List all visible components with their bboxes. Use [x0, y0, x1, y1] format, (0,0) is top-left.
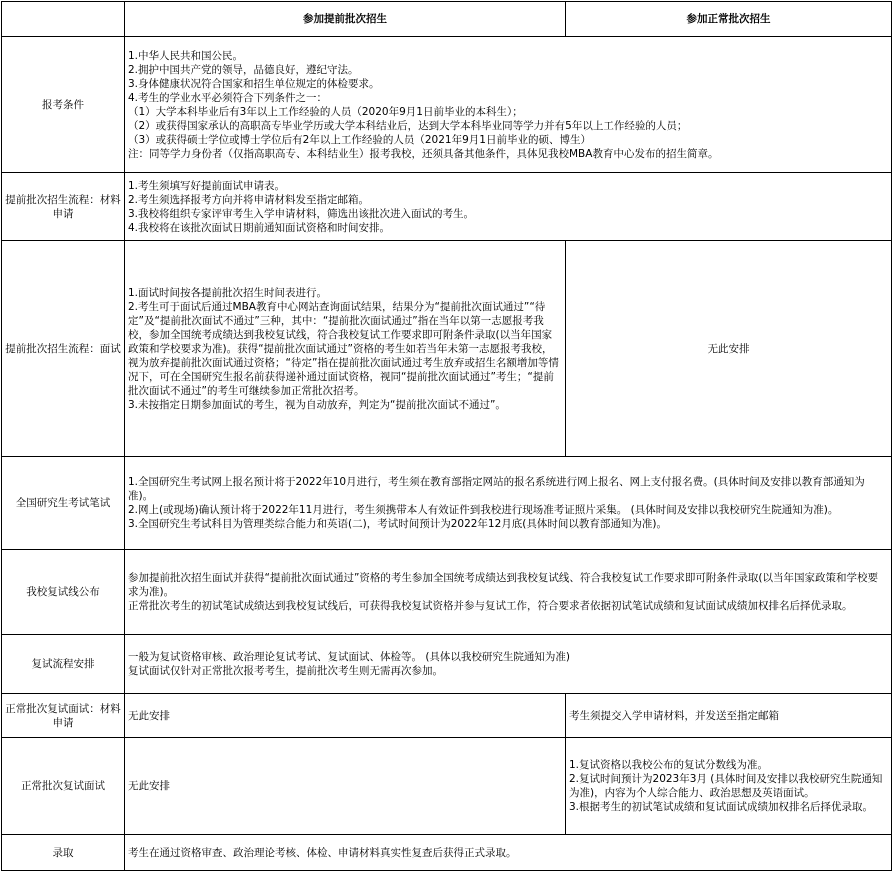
- national-exam-label: 全国研究生考试笔试: [2, 457, 125, 550]
- early-interview-label: 提前批次招生流程：面试: [2, 241, 125, 457]
- eligibility-line: （3）或获得硕士学位或博士学位后有2年以上工作经验的人员（2021年9月1日前毕业的硕、博生）: [128, 133, 591, 146]
- early-interview-line: 2.考生可于面试后通过MBA教育中心网站查询面试结果，结果分为“提前批次面试通过”“待定”及“提前批次面试不通过”三种，其中：“提前批次面试通过”指在当年以第一志愿报考我校，参加全国统考成绩达到我校复试线，符合我校复试工作要求即可附条件录取(以当年国家政策和学校要求为准)。获得“提前批次面试通过”资格的考生如若当年未第一志愿报考我校，视为放弃提前批次面试通过资格；“待定”指在提前批次面试通过考生放弃或招生名额增加等情况下，可在全国研究生报名前获得递补通过面试资格，视同“提前批次面试通过”考生；“提前批次面试不通过”的考生可继续参加正常批次招考。: [128, 300, 559, 397]
- early-materials-line: 4.我校将在该批次面试日期前通知面试资格和时间安排。: [128, 221, 391, 234]
- header-row: [2, 2, 892, 37]
- eligibility-line: （1）大学本科毕业后有3年以上工作经验的人员（2020年9月1日前毕业的本科生）；: [128, 105, 523, 118]
- header-early-batch: 参加提前批次招生: [125, 2, 566, 37]
- row-admission: [2, 835, 892, 871]
- retest-process-content: [125, 635, 892, 694]
- early-interview-line: 3.未按指定日期参加面试的考生，视为自动放弃，判定为“提前批次面试不通过”。: [128, 398, 506, 411]
- row-regular-materials: [2, 694, 892, 738]
- regular-materials-early: 无此安排: [125, 694, 566, 738]
- retest-process-line: 复试面试仅针对正常批次报考考生，提前批次考生则无需再次参加。: [128, 665, 443, 677]
- admission-process-table: [1, 1, 892, 871]
- early-materials-label: 提前批次招生流程：材料申请: [2, 173, 125, 241]
- row-eligibility: [2, 37, 892, 173]
- regular-interview-label: 正常批次复试面试: [2, 738, 125, 835]
- eligibility-line: 2.拥护中国共产党的领导，品德良好，遵纪守法。: [128, 63, 359, 76]
- early-materials-line: 3.我校将组织专家评审考生入学申请材料，筛选出该批次进入面试的考生。: [128, 207, 475, 220]
- early-interview-content: [125, 241, 566, 457]
- row-retest-process: [2, 635, 892, 694]
- row-regular-interview: [2, 738, 892, 835]
- retest-line-line: 参加提前批次招生面试并获得“提前批次面试通过”资格的考生参加全国统考成绩达到我校复试线、符合我校复试工作要求即可附条件录取(以当年国家政策和学校要求为准)。: [128, 572, 878, 598]
- header-corner-cell: [2, 2, 125, 37]
- national-exam-line: 1.全国研究生考试网上报名预计将于2022年10月进行，考生须在教育部指定网站的报名系统进行网上报名、网上支付报名费。(具体时间及安排以教育部通知为准)。: [128, 476, 865, 502]
- retest-line-line: 正常批次考生的初试笔试成绩达到我校复试线后，可获得我校复试资格并参与复试工作，符合要求者依据初试笔试成绩和复试面试成绩加权排名后择优录取。: [128, 600, 853, 612]
- eligibility-content: [125, 37, 892, 173]
- eligibility-line: 注：同等学力身份者（仅指高职高专、本科结业生）报考我校，还须具备其他条件，具体见我校MBA教育中心发布的招生简章。: [128, 147, 719, 160]
- regular-materials-label: 正常批次复试面试：材料申请: [2, 694, 125, 738]
- retest-process-line: 一般为复试资格审核、政治理论复试考试、复试面试、体检等。 (具体以我校研究生院通知为准): [128, 651, 571, 663]
- early-interview-regular: 无此安排: [566, 241, 892, 457]
- early-interview-line: 1.面试时间按各提前批次招生时间表进行。: [128, 286, 328, 299]
- national-exam-content: [125, 457, 892, 550]
- regular-interview-regular: [566, 738, 892, 835]
- regular-interview-line: 3.根据考生的初试笔试成绩和复试面试成绩加权排名后择优录取。: [569, 801, 874, 813]
- eligibility-line: 3.身体健康状况符合国家和招生单位规定的体检要求。: [128, 77, 380, 90]
- regular-interview-line: 2.复试时间预计为2023年3月 (具体时间及安排以我校研究生院通知为准)，内容为个人综合能力、政治思想及英语面试。: [569, 773, 883, 799]
- retest-process-label: 复试流程安排: [2, 635, 125, 694]
- regular-interview-early: 无此安排: [125, 738, 566, 835]
- eligibility-line: 1.中华人民共和国公民。: [128, 49, 244, 62]
- row-early-materials: [2, 173, 892, 241]
- retest-line-label: 我校复试线公布: [2, 550, 125, 635]
- early-materials-line: 1.考生须填写好提前面试申请表。: [128, 179, 286, 192]
- admission-label: 录取: [2, 835, 125, 871]
- admission-content: 考生在通过资格审查、政治理论考核、体检、申请材料真实性复查后获得正式录取。: [125, 835, 892, 871]
- row-national-exam: [2, 457, 892, 550]
- national-exam-line: 2.网上(或现场)确认预计将于2022年11月进行，考生须携带本人有效证件到我校进行现场准考证照片采集。 (具体时间及安排以我校研究生院通知为准)。: [128, 504, 839, 516]
- row-early-interview: [2, 241, 892, 457]
- eligibility-label: 报考条件: [2, 37, 125, 173]
- early-materials-content: [125, 173, 892, 241]
- eligibility-line: （2）或获得国家承认的高职高专毕业学历或大学本科结业后，达到大学本科毕业同等学力并有5年以上工作经验的人员；: [128, 119, 688, 132]
- early-materials-line: 2.考生须选择报考方向并将申请材料发至指定邮箱。: [128, 193, 370, 206]
- retest-line-content: [125, 550, 892, 635]
- regular-interview-line: 1.复试资格以我校公布的复试分数线为准。: [569, 759, 769, 771]
- header-regular-batch: 参加正常批次招生: [566, 2, 892, 37]
- eligibility-line: 4.考生的学业水平必须符合下列条件之一：: [128, 91, 328, 104]
- national-exam-line: 3.全国研究生考试科目为管理类综合能力和英语(二)，考试时间预计为2022年12月底(具体时间以教育部通知为准)。: [128, 518, 667, 530]
- row-retest-line: [2, 550, 892, 635]
- regular-materials-regular: 考生须提交入学申请材料，并发送至指定邮箱: [566, 694, 892, 738]
